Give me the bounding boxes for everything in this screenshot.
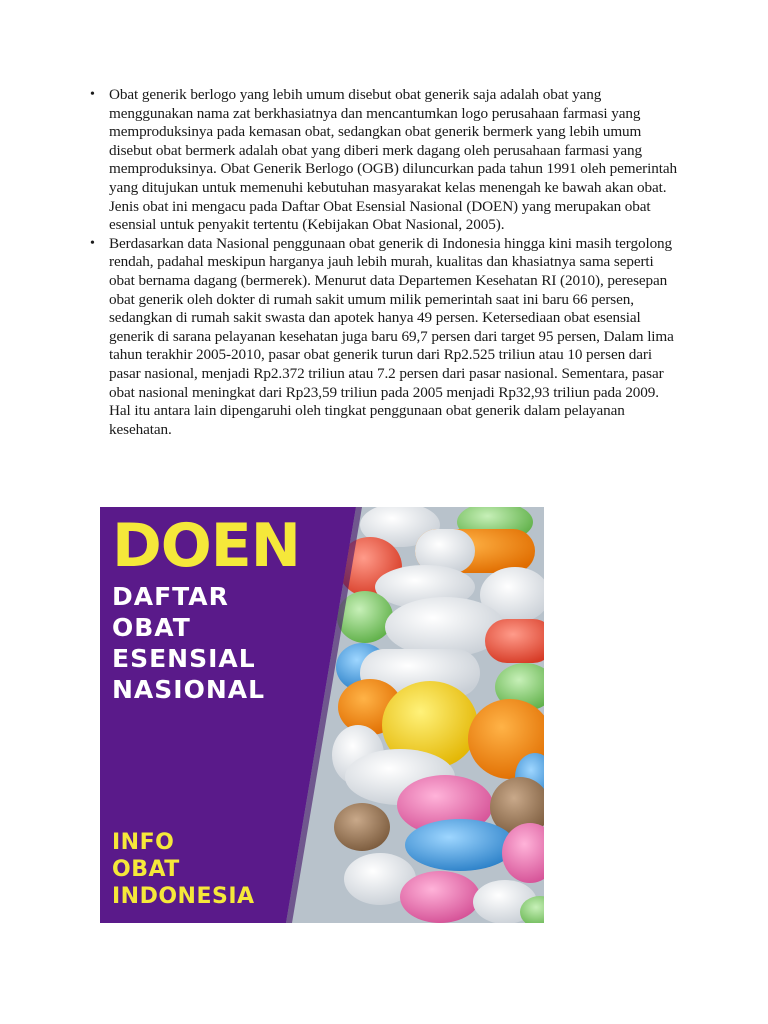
list-item [90, 86, 680, 235]
bullet-list [90, 86, 680, 439]
bullet-icon: • [90, 235, 95, 251]
poster-footer [112, 829, 255, 910]
footer-line: INDONESIA [112, 884, 255, 909]
subtitle-line: OBAT [112, 613, 191, 642]
footer-line: OBAT [112, 857, 180, 882]
paragraph-text: Obat generik berlogo yang lebih umum disebut obat generik saja adalah obat yang menggunakan nama zat berkhasiatnya dan mencantumkan logo perusahaan farmasi yang memproduksinya pada kemasan obat, sedangkan obat generik bermerk yang lebih umum disebut obat bermerk adalah obat yang diberi merk dagang oleh perusahaan farmasi yang memproduksinya. Obat Generik Berlogo (OGB) diluncurkan pada tahun 1991 oleh pemerintah yang ditujukan untuk memenuhi kebutuhan masyarakat kelas menengah ke bawah akan obat. Jenis obat ini mengacu pada Daftar Obat Esensial Nasional (DOEN) yang merupakan obat esensial untuk penyakit tertentu (Kebijakan Obat Nasional, 2005). [109, 86, 677, 234]
footer-line: INFO [112, 830, 175, 855]
poster-subtitle [112, 581, 265, 705]
doen-poster-image [100, 507, 544, 923]
subtitle-line: ESENSIAL [112, 644, 256, 673]
paragraph-text: Berdasarkan data Nasional penggunaan obat generik di Indonesia hingga kini masih tergolong rendah, padahal meskipun harganya jauh lebih murah, kualitas dan khasiatnya sama seperti obat bernama dagang (bermerek). Menurut data Departemen Kesehatan RI (2010), peresepan obat generik oleh dokter di rumah sakit umum milik pemerintah saat ini baru 66 persen, sedangkan di rumah sakit swasta dan apotek hanya 49 persen. Ketersediaan obat esensial generik di sarana pelayanan kesehatan juga baru 69,7 persen dari target 95 persen, Dalam lima tahun terakhir 2005-2010, pasar obat generik turun dari Rp2.525 triliun atau 10 persen dari pasar nasional, menjadi Rp2.372 triliun atau 7.2 persen dari pasar nasional. Sementara, pasar obat nasional meningkat dari Rp23,59 triliun pada 2005 menjadi Rp32,93 triliun pada 2009. Hal itu antara lain dipengaruhi oleh tingkat penggunaan obat generik dalam pelayanan kesehatan. [109, 234, 674, 438]
bullet-icon: • [90, 87, 95, 102]
list-item [90, 235, 680, 440]
subtitle-line: DAFTAR [112, 582, 229, 611]
subtitle-line: NASIONAL [112, 675, 266, 704]
poster-headline: DOEN [112, 511, 301, 581]
